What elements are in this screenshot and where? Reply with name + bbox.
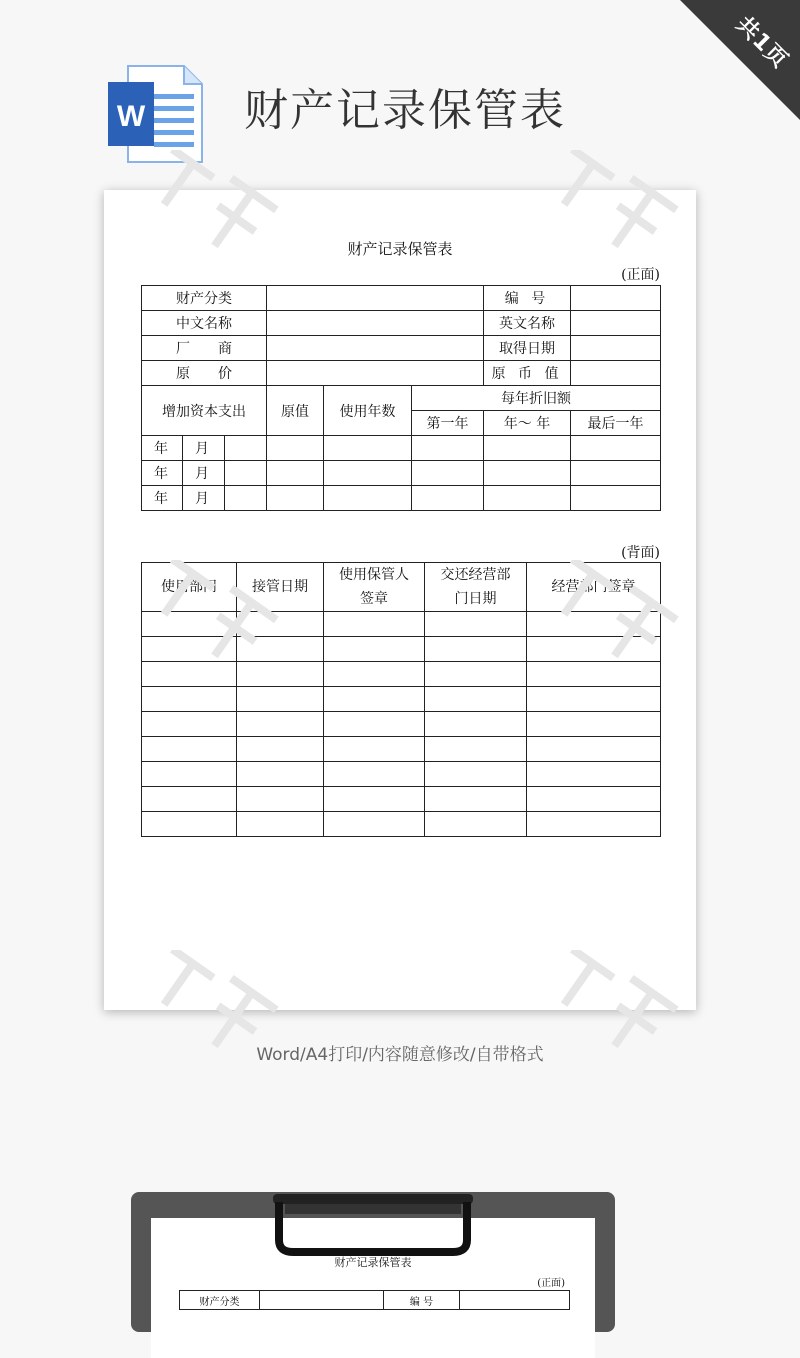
label-cell: 编 号 [484, 286, 571, 311]
capital-expenditure-header: 增加资本支出 [142, 386, 267, 436]
value-cell[interactable] [324, 787, 425, 812]
preview-title: 财产记录保管表 [334, 1256, 412, 1269]
table-row [142, 386, 661, 411]
value-cell[interactable] [142, 737, 237, 762]
value-cell[interactable] [527, 737, 661, 762]
front-side-label: (正面) [621, 267, 660, 283]
table-row [142, 361, 661, 386]
table-row [142, 712, 661, 737]
value-cell[interactable] [527, 637, 661, 662]
value-cell[interactable] [142, 662, 237, 687]
value-cell[interactable] [237, 687, 324, 712]
month-cell: 月 [183, 436, 225, 461]
value-cell[interactable] [237, 762, 324, 787]
column-header: 使用部门 [142, 563, 237, 612]
value-cell[interactable] [571, 336, 661, 361]
label-cell: 英文名称 [484, 311, 571, 336]
value-cell[interactable] [425, 612, 527, 637]
front-table [141, 285, 661, 511]
value-cell[interactable] [225, 436, 267, 461]
value-cell[interactable] [412, 486, 484, 511]
value-cell[interactable] [324, 612, 425, 637]
page-title: 财产记录保管表 [244, 85, 566, 136]
mid-year-header: 年～ 年 [484, 411, 571, 436]
value-cell[interactable] [527, 812, 661, 837]
value-cell[interactable] [425, 637, 527, 662]
document-title: 财产记录保管表 [347, 240, 453, 258]
column-header: 接管日期 [237, 563, 324, 612]
value-cell[interactable] [225, 461, 267, 486]
preview-table [179, 1290, 570, 1310]
value-cell[interactable] [142, 762, 237, 787]
label-cell: 原 价 [142, 361, 267, 386]
label-cell: 中文名称 [142, 311, 267, 336]
value-cell[interactable] [142, 712, 237, 737]
value-cell[interactable] [267, 486, 324, 511]
value-cell[interactable] [527, 662, 661, 687]
value-cell[interactable] [425, 662, 527, 687]
value-cell[interactable] [324, 737, 425, 762]
value-cell[interactable] [425, 762, 527, 787]
value-cell[interactable] [571, 436, 661, 461]
value-cell [460, 1291, 570, 1310]
table-row [142, 612, 661, 637]
value-cell[interactable] [571, 486, 661, 511]
value-cell[interactable] [324, 712, 425, 737]
value-cell[interactable] [324, 662, 425, 687]
value-cell[interactable] [142, 787, 237, 812]
value-cell[interactable] [225, 486, 267, 511]
value-cell[interactable] [237, 812, 324, 837]
value-cell[interactable] [527, 612, 661, 637]
table-row [142, 336, 661, 361]
svg-text:W: W [116, 100, 146, 133]
table-row [142, 737, 661, 762]
depreciation-header: 每年折旧额 [412, 386, 661, 411]
clipboard-preview [131, 1192, 615, 1332]
table-row [142, 637, 661, 662]
value-cell[interactable] [527, 712, 661, 737]
year-cell: 年 [142, 486, 183, 511]
value-cell[interactable] [425, 787, 527, 812]
feature-caption: Word/A4打印/内容随意修改/自带格式 [256, 1045, 544, 1065]
label-cell: 取得日期 [484, 336, 571, 361]
table-row [142, 762, 661, 787]
value-cell[interactable] [571, 311, 661, 336]
table-row [142, 787, 661, 812]
year-cell: 年 [142, 436, 183, 461]
back-table [141, 562, 661, 837]
value-cell[interactable] [267, 361, 484, 386]
value-cell[interactable] [142, 612, 237, 637]
label-cell: 厂 商 [142, 336, 267, 361]
value-cell[interactable] [425, 687, 527, 712]
value-cell[interactable] [324, 436, 412, 461]
value-cell[interactable] [142, 687, 237, 712]
table-row [142, 286, 661, 311]
value-cell[interactable] [324, 762, 425, 787]
value-cell[interactable] [237, 662, 324, 687]
value-cell [260, 1291, 384, 1310]
value-cell[interactable] [237, 637, 324, 662]
value-cell[interactable] [237, 712, 324, 737]
table-row [142, 662, 661, 687]
year-cell: 年 [142, 461, 183, 486]
value-cell[interactable] [484, 461, 571, 486]
table-row [142, 687, 661, 712]
original-value-header: 原值 [267, 386, 324, 436]
value-cell[interactable] [324, 486, 412, 511]
first-year-header: 第一年 [412, 411, 484, 436]
years-used-header: 使用年数 [324, 386, 412, 436]
value-cell[interactable] [267, 461, 324, 486]
value-cell[interactable] [237, 787, 324, 812]
value-cell[interactable] [571, 286, 661, 311]
label-cell: 财产分类 [142, 286, 267, 311]
value-cell[interactable] [412, 436, 484, 461]
month-cell: 月 [183, 461, 225, 486]
value-cell[interactable] [425, 737, 527, 762]
document-page [104, 190, 696, 1010]
value-cell[interactable] [267, 336, 484, 361]
value-cell[interactable] [142, 637, 237, 662]
preview-front-label: (正面) [537, 1278, 565, 1289]
value-cell[interactable] [267, 286, 484, 311]
value-cell[interactable] [267, 436, 324, 461]
value-cell[interactable] [412, 461, 484, 486]
value-cell[interactable] [527, 687, 661, 712]
column-header: 交还经营部门日期 [425, 563, 527, 612]
table-row [142, 486, 661, 511]
label-cell: 原 币 值 [484, 361, 571, 386]
value-cell[interactable] [237, 612, 324, 637]
last-year-header: 最后一年 [571, 411, 661, 436]
value-cell[interactable] [527, 787, 661, 812]
value-cell[interactable] [267, 311, 484, 336]
value-cell[interactable] [425, 712, 527, 737]
column-header: 经营部门签章 [527, 563, 661, 612]
value-cell[interactable] [571, 361, 661, 386]
binder-clip-icon [269, 1190, 477, 1260]
table-header-row [142, 563, 661, 612]
page-count-badge: 共1页 [730, 12, 793, 74]
table-row [142, 812, 661, 837]
month-cell: 月 [183, 486, 225, 511]
value-cell[interactable] [527, 762, 661, 787]
value-cell[interactable] [324, 637, 425, 662]
table-row [180, 1291, 570, 1310]
table-row [142, 436, 661, 461]
value-cell[interactable] [324, 812, 425, 837]
value-cell[interactable] [484, 436, 571, 461]
table-row [142, 461, 661, 486]
table-row [142, 311, 661, 336]
label-cell: 编 号 [384, 1291, 460, 1310]
value-cell[interactable] [425, 812, 527, 837]
value-cell[interactable] [484, 486, 571, 511]
column-header: 使用保管人签章 [324, 563, 425, 612]
word-document-icon [106, 64, 204, 164]
label-cell: 财产分类 [180, 1291, 260, 1310]
value-cell[interactable] [324, 687, 425, 712]
value-cell[interactable] [324, 461, 412, 486]
value-cell[interactable] [142, 812, 237, 837]
value-cell[interactable] [237, 737, 324, 762]
value-cell[interactable] [571, 461, 661, 486]
back-side-label: (背面) [621, 545, 660, 561]
